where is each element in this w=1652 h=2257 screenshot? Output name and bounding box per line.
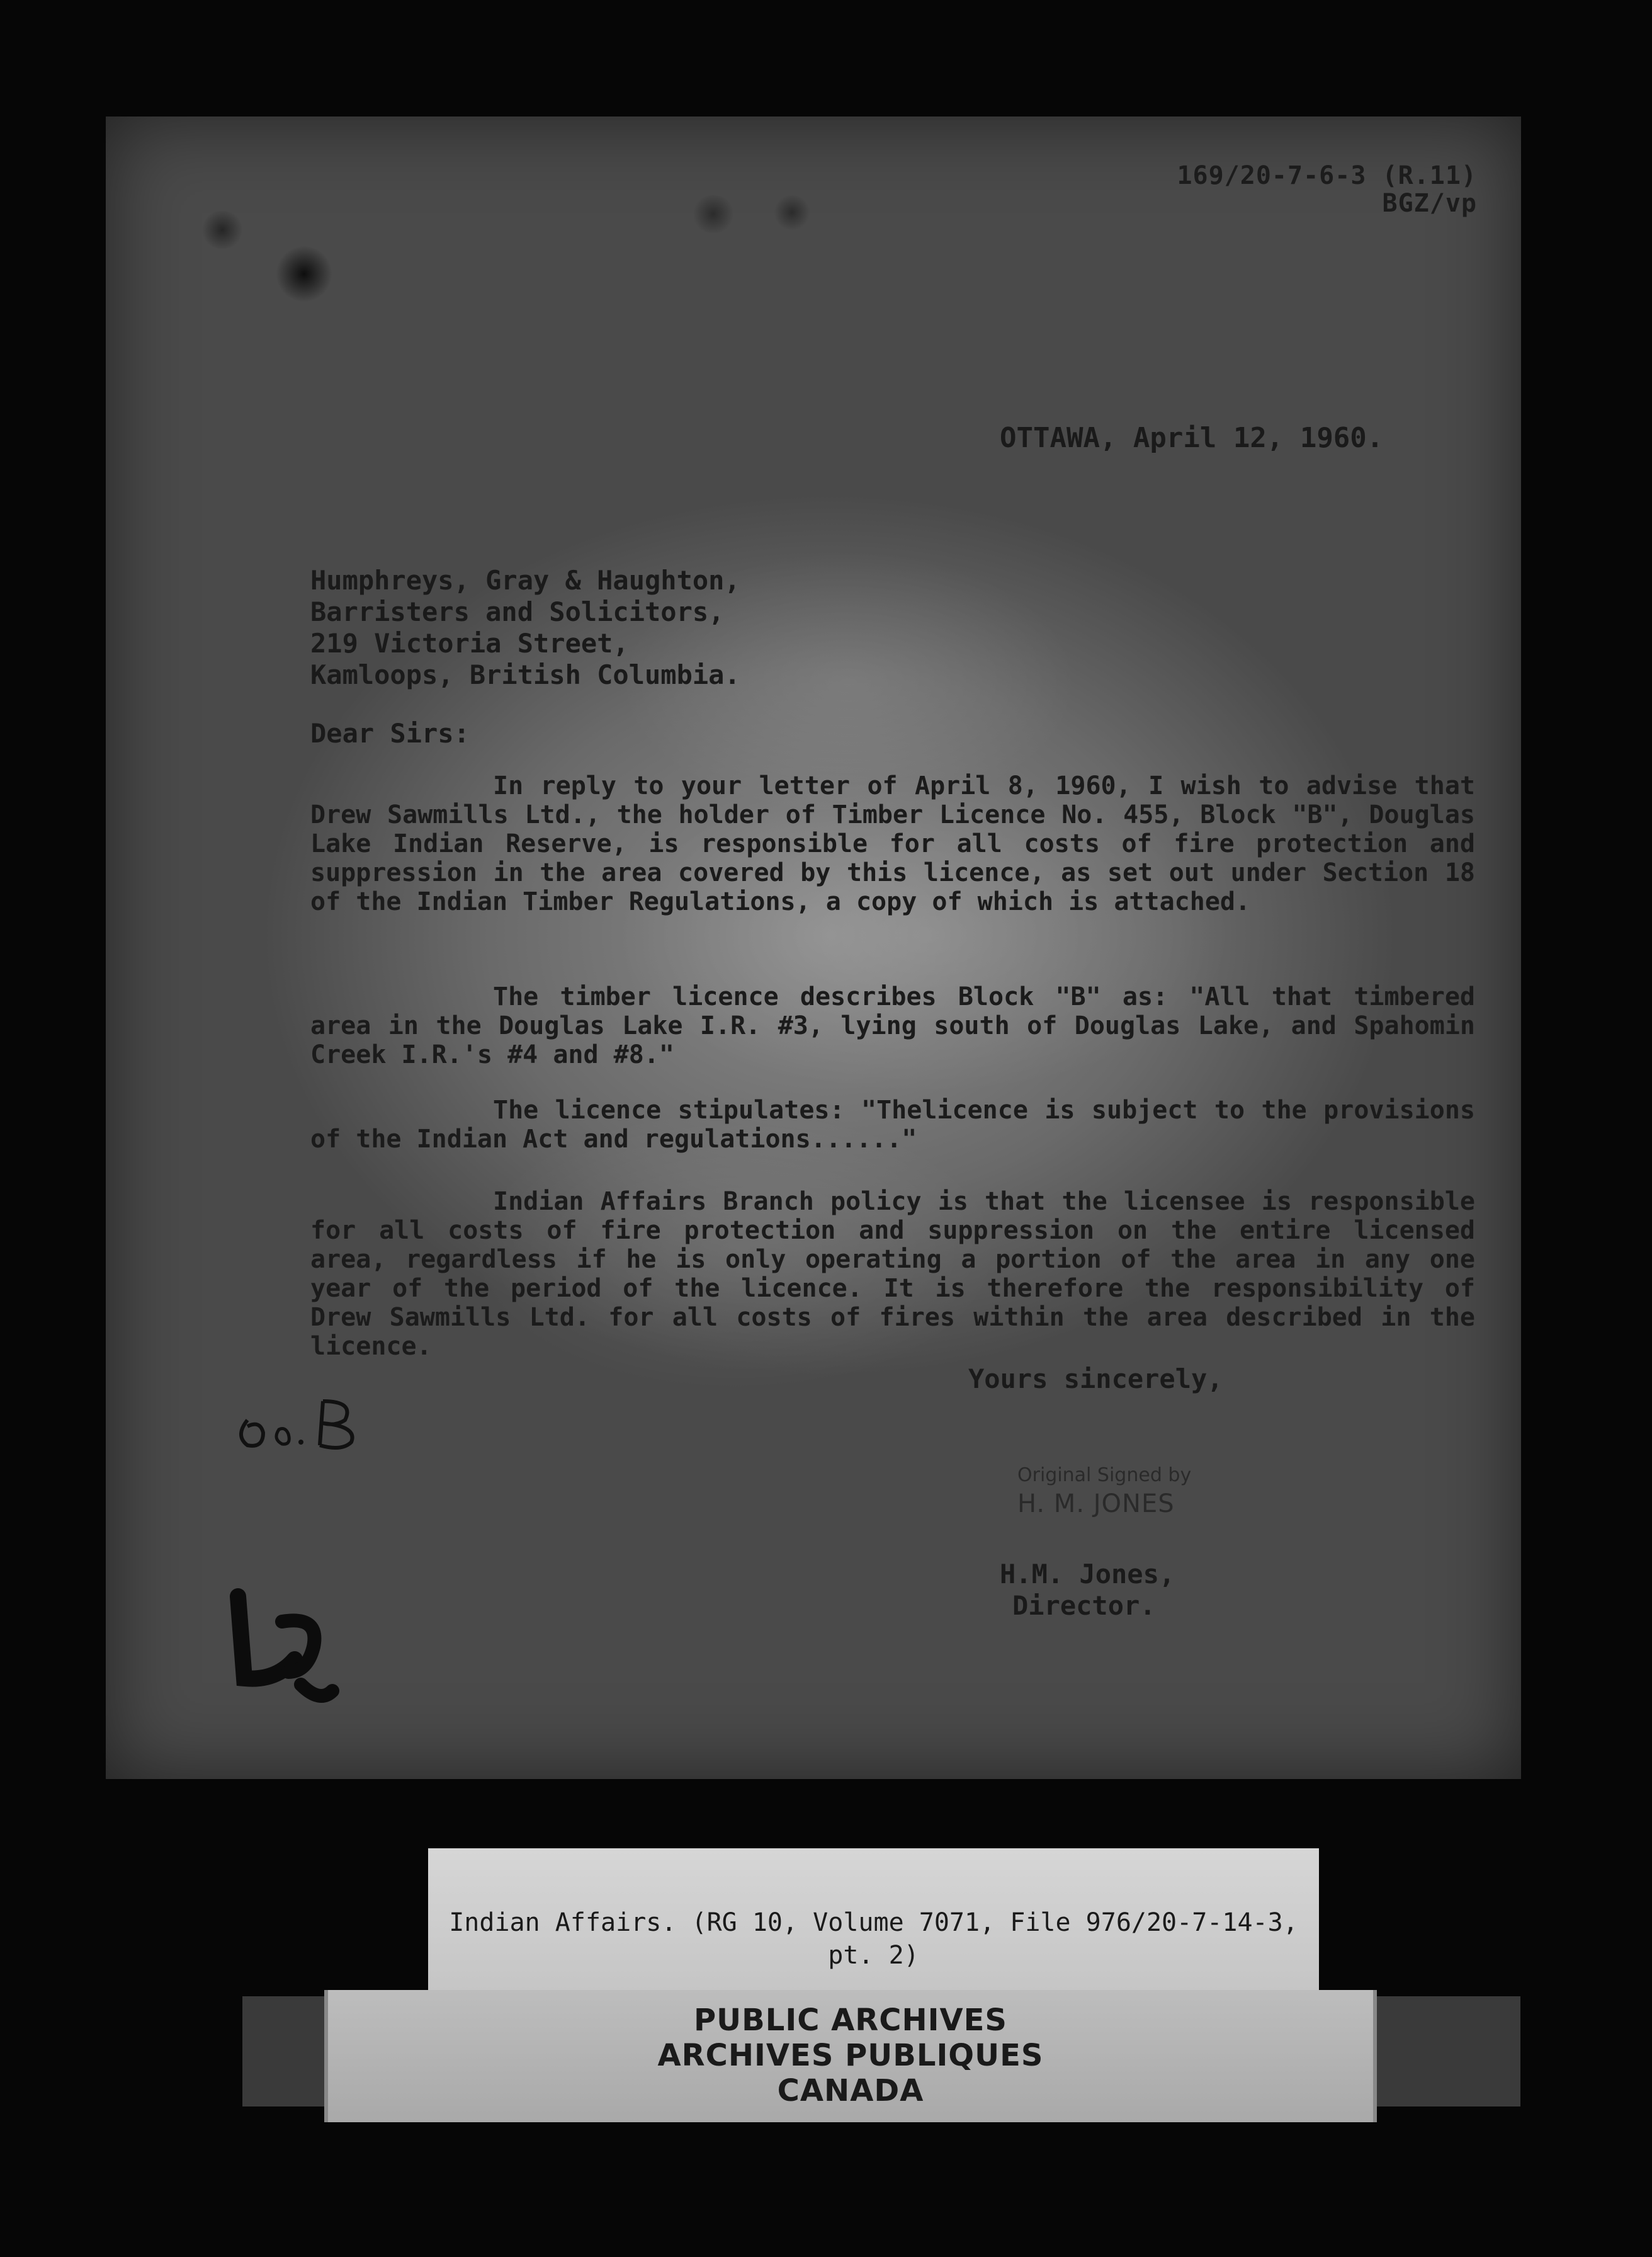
handwritten-note-6-8-B xyxy=(229,1376,386,1458)
address-line: Kamloops, British Columbia. xyxy=(310,659,740,690)
recipient-address xyxy=(310,565,740,691)
reference-number xyxy=(1177,162,1477,217)
body-paragraph-3: The licence stipulates: "Thelicence is subject to the provisions of the Indian Act and regulations......" xyxy=(310,1096,1475,1154)
body-paragraph-4: Indian Affairs Branch policy is that the licensee is responsible for all costs of fire protection and suppression on the entire licensed area, regardless if he is only operating a portion of the area in any one year of the period of the licence. It is therefore the responsibility of Drew Sawmills Ltd. for all costs of fires within the area described in the licence. xyxy=(310,1187,1475,1361)
signer-block xyxy=(1000,1559,1175,1622)
reference-file-number: 169/20-7-6-3 (R.11) xyxy=(1177,161,1477,190)
signer-title: Director. xyxy=(1012,1590,1156,1621)
address-line: Barristers and Solicitors, xyxy=(310,596,725,627)
archives-line-country: CANADA xyxy=(777,2073,924,2108)
letter-date: OTTAWA, April 12, 1960. xyxy=(1000,422,1384,454)
address-line: 219 Victoria Street, xyxy=(310,628,629,659)
ink-smudge xyxy=(200,211,244,249)
signature-stamp-name: H. M. JONES xyxy=(1017,1489,1175,1518)
signer-name: H.M. Jones, xyxy=(1000,1559,1175,1589)
body-paragraph-2: The timber licence describes Block "B" as: "All that timbered area in the Douglas Lake I.R. #3, lying south of Douglas Lake, and Spahomin Creek I.R.'s #4 and #8." xyxy=(310,982,1475,1069)
signature-stamp-label: Original Signed by xyxy=(1017,1464,1192,1486)
caption-line: Indian Affairs. (RG 10, Volume 7071, File 976/20-7-14-3, xyxy=(449,1908,1298,1937)
caption-line: pt. 2) xyxy=(828,1941,919,1970)
letter-page xyxy=(106,117,1521,1779)
ink-smudge xyxy=(691,195,735,233)
address-line: Humphreys, Gray & Haughton, xyxy=(310,565,740,596)
ink-blot xyxy=(276,246,332,302)
body-paragraph-1: In reply to your letter of April 8, 1960, I wish to advise that Drew Sawmills Ltd., the holder of Timber Licence No. 455, Block "B", Douglas Lake Indian Reserve, is responsible for all costs of fire protection and suppression in the area covered by this licence, as set out under Section 18 of the Indian Timber Regulations, a copy of which is attached. xyxy=(310,771,1475,916)
salutation: Dear Sirs: xyxy=(310,718,470,749)
archives-line-french: ARCHIVES PUBLIQUES xyxy=(657,2038,1044,2073)
ink-smudge xyxy=(773,195,811,230)
public-archives-label xyxy=(324,1990,1377,2122)
archives-line-english: PUBLIC ARCHIVES xyxy=(694,2003,1007,2038)
closing: Yours sincerely, xyxy=(968,1363,1223,1394)
archive-caption-card xyxy=(428,1848,1319,1999)
reference-initials: BGZ/vp xyxy=(1382,189,1477,218)
archive-caption xyxy=(441,1906,1306,1972)
handwritten-mark xyxy=(225,1584,351,1716)
